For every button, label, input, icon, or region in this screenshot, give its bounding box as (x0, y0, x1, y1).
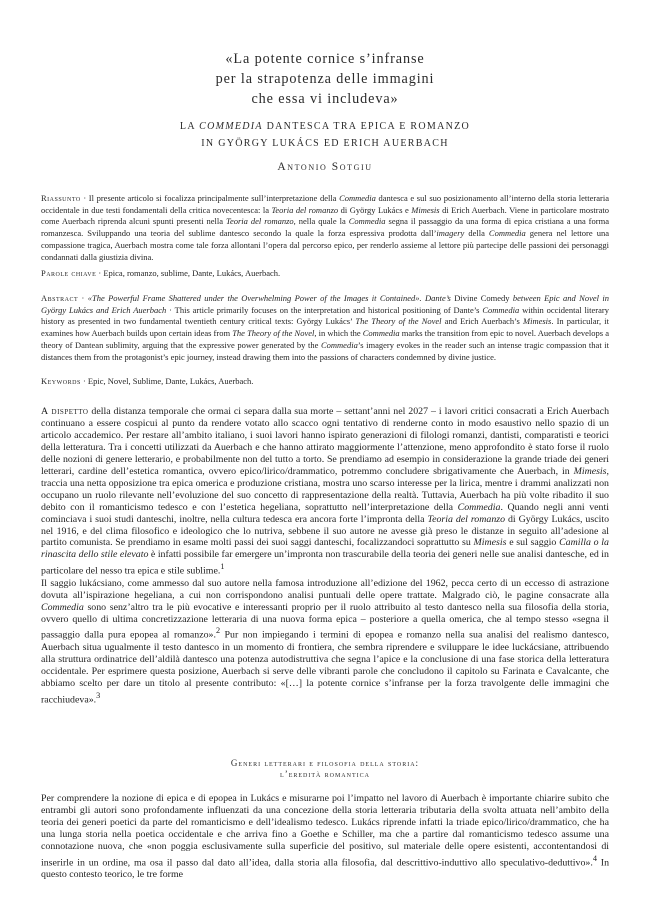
riassunto: Riassunto · Il presente articolo si focalizza principalmente sull’interpretazione della Commedia dantesca e sul suo posizionamento all’interno della storia letteraria occidentale in due testi fondamentali della critica novecentesca: la Teoria del romanzo di György Lukács e Mimesis di Erich Auerbach. Viene in particolare mostrato come Auerbach riprenda alcuni spunti presenti nella Teoria del romanzo, nella quale la Commedia segna il passaggio da una forma di epica cristiana a una forma romanzesca. Sviluppando una teoria del sublime dantesco secondo la quale la forza espressiva prodotta dall’imagery della Commedia genera nel lettore una compassione tragica, Auerbach mostra come tale forza allontani l’opera dal percorso epico, per renderlo assieme al lettore più partecipe delle passioni dei personaggi condannati dalla giustizia divina. (41, 193, 610, 262)
footnote-ref-2[interactable]: 2 (215, 626, 221, 636)
title-line-3: che essa vi includeva» (251, 91, 399, 107)
abstract-label: Abstract (41, 293, 79, 303)
title-line-2: per la strapotenza delle immagini (215, 71, 435, 87)
paragraph-1: A dispetto della distanza temporale che ormai ci separa dalla sua morte – settant’anni nel 2027 – i lavori critici consacrati a Erich Auerbach continuano a essere cospicui al punto da rendere votato allo scacco ogni tentativo di renderne conto in modo esaustivo nello spazio di un articolo accademico. Per restare all’ambito italiano, i suoi lavori hanno ispirato generazioni di filologi romanzi, dantisti, comparatisti e teorici della letteratura. Tra i concetti utilizzati da Auerbach e che hanno attirato maggiormente l’attenzione, meno approfondito è stato forse il ruolo delle nozioni di genere letterario, e probabilmente non del tutto a torto. Se prendiamo ad esempio in considerazione la grande triade dei generi letterari, cardine dell’estetica romantica, ovvero epico/lirico/drammatico, potremmo concludere sbrigativamente che Auerbach, in Mimesis, traccia una netta opposizione tra epica omerica e produzione cristiana, mostra uno scarso interesse per la lirica, mentre i drammi analizzati non occupano un ruolo rilevante nell’evoluzione del suo concetto di rappresentazione della realtà. Tuttavia, Auerbach ha più volte ribadito il suo debito con il romanticismo tedesco e con l’estetica hegeliana, soprattutto nell’interpretazione della Commedia. Quando negli anni venti cominciava i suoi studi danteschi, inoltre, nella cultura tedesca era ancora forte l’impronta della Teoria del romanzo di György Lukács, uscito nel 1916, e del clima filosofico e ideologico che lo nutriva, sebbene il suo autore ne avesse già preso le distanze in seguito all’adesione al partito comunista. Se prendiamo in esame molti passi dei suoi saggi danteschi, focalizzandoci soprattutto su Mimesis e sul saggio Camilla o la rinascita dello stile elevato è infatti possibile far emergere un’impronta non trascurabile della teoria dei generi nelle sue analisi dantesche, ed in particolare del nesso tra epica e stile sublime.$^1$ (41, 406, 610, 577)
keywords: Keywords · Epic, Novel, Sublime, Dante, Lukács, Auerbach. (41, 376, 254, 386)
subtitle-line-1: LA COMMEDIA DANTESCA TRA EPICA E ROMANZO (179, 121, 471, 132)
article-title (80, 49, 570, 109)
footnote-ref-3[interactable]: 3 (96, 690, 101, 700)
footnote-ref-1[interactable]: 1 (220, 562, 225, 572)
paragraph-2: Il saggio lukácsiano, come ammesso dal suo autore nella famosa introduzione all’edizione del 1962, pecca certo di un eccesso di astrazione dovuta all’ispirazione hegeliana, a cui non corrispondono analisi puntuali delle opere trattate. Malgrado ciò, le pagine consacrate alla Commedia sono senz’altro tra le più evocative e interessanti proprio per il ruolo attribuito al testo dantesco nella sua filosofia della storia, ovvero quello di ultima concretizzazione letteraria di una nuova forma epica – posteriore a quella omerica, che al tempo stesso «segna il passaggio dalla pura epopea al romanzo».$^2$ Pur non impiegando i termini di epopea e romanzo nella sua analisi del realismo dantesco, Auerbach situa ugualmente il testo dantesco in un momento di frontiera, che sembra riprendere e sviluppare le idee luckácsiane, attribuendo alla struttura ordinatrice dell’aldilà dantesco una potenza autodistruttiva che segna l’apice e la conclusione di una fase storica della letteratura occidentale. Per esprimere questa posizione, Auerbach si serve delle vibranti parole che concludono il capitolo su Farinata e Cavalcante, che abbiamo scelto per dare un titolo al presente contributo: «[…] la potente cornice s’infranse per la forza travolgente delle immagini che racchiudeva».$^3$ (41, 577, 609, 705)
section-heading (80, 758, 570, 780)
parole-chiave: Parole chiave · Epica, romanzo, sublime, Dante, Lukács, Auerbach. (41, 268, 281, 278)
section-heading-line-1: Generi letterari e filosofia della storia: (230, 758, 420, 768)
body-text-main (41, 406, 609, 706)
parole-chiave-label: Parole chiave (41, 268, 97, 278)
keywords-label: Keywords (41, 376, 81, 386)
subtitle-line-2: IN GYÖRGY LUKÁCS ED ERICH AUERBACH (201, 138, 449, 149)
title-line-1: «La potente cornice s’infranse (225, 51, 425, 67)
riassunto-label: Riassunto (41, 193, 81, 203)
author-name: Antonio Sotgiu (277, 161, 373, 173)
footnote-ref-4[interactable]: 4 (592, 853, 597, 863)
section-heading-line-2: l’eredità romantica (280, 769, 370, 779)
body-text-section (41, 793, 609, 881)
abstract: Abstract · «The Powerful Frame Shattered under the Overwhelming Power of the Images it Contained». Dante’s Divine Comedy between Epic and Novel in György Lukács and Erich Auerbach · This article primarily focuses on the interpretation and historical positioning of Dante’s Commedia within occidental literary history as presented in two fundamental twentieth century critical texts: György Lukács’ The Theory of the Novel and Erich Auerbach’s Mimesis. In particular, it examines how Auerbach builds upon certain ideas from The Theory of the Novel, in which the Commedia marks the transition from epic to novel. Auerbach develops a theory of Dantean sublimity, arguing that the expressive power generated by the Commedia’s imagery evokes in the reader such an intense tragic compassion that it distances them from the protagonist’s epic journey, instead drawing them into the passions of characters condemned by divine justice. (41, 293, 610, 362)
paragraph-3: Per comprendere la nozione di epica e di epopea in Lukács e misurarne poi l’impatto nel lavoro di Auerbach è importante chiarire subito che entrambi gli autori sono profondamente influenzati da una concezione della storia letteraria tributaria della svolta attuata nell’ambito della teoria dei generi poetici da parte del romanticismo e dell’idealismo tedesco. Lukács riprende infatti la triade epico/lirico/drammatico, che ha una lunga storia nella poetica occidentale e che arriva fino a Goethe e Schiller, ma che a partire dal romanticismo tedesco assume una connotazione nuova, che «non poggia esclusivamente sulla superficie del positivo, sul materiale delle opere esistenti, accontentandosi di inserirle in un ordine, ma osa il passo dal dato all’idea, dalla storia alla filosofia, dal descrittivo-induttivo allo speculativo-deduttivo».$^4$ In questo contesto teorico, le tre forme (41, 793, 610, 881)
article-subtitle (80, 118, 570, 152)
